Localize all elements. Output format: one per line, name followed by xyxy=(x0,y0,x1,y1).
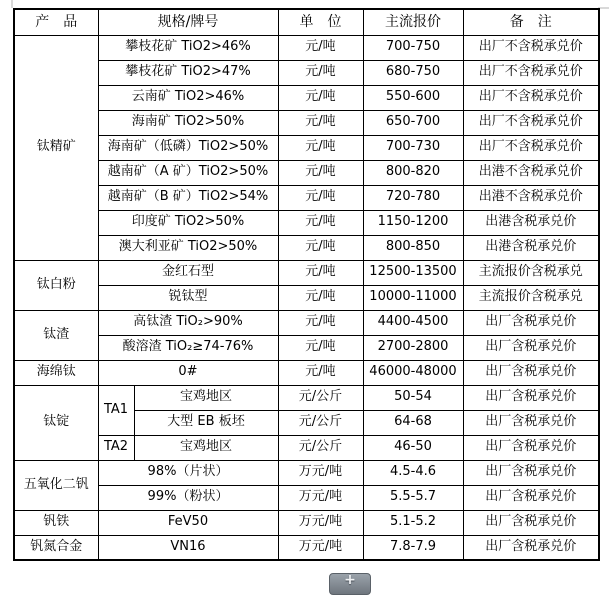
table-row xyxy=(14,460,599,485)
table-row xyxy=(14,235,599,260)
plus-icon: + xyxy=(344,572,356,588)
spec-cell: 攀枝花矿 TiO2>47% xyxy=(98,60,278,85)
unit-cell: 元/吨 xyxy=(278,60,363,85)
spec-cell: 大型 EB 板坯 xyxy=(134,410,278,435)
spec-cell: 越南矿（A 矿）TiO2>50% xyxy=(98,160,278,185)
unit-cell: 元/吨 xyxy=(278,185,363,210)
spec-cell: 云南矿 TiO2>46% xyxy=(98,85,278,110)
product-cell: 海绵钛 xyxy=(14,360,98,385)
unit-cell: 元/吨 xyxy=(278,85,363,110)
spec-cell: 酸溶渣 TiO₂≥74-76% xyxy=(98,335,278,360)
remark-cell: 出厂不含税承兑价 xyxy=(463,35,599,60)
spec-cell: 印度矿 TiO2>50% xyxy=(98,210,278,235)
unit-cell: 元/吨 xyxy=(278,360,363,385)
spec-cell: 越南矿（B 矿）TiO2>54% xyxy=(98,185,278,210)
remark-cell: 主流报价含税承兑 xyxy=(463,260,599,285)
price-cell: 5.1-5.2 xyxy=(363,510,463,535)
price-cell: 10000-11000 xyxy=(363,285,463,310)
unit-cell: 万元/吨 xyxy=(278,460,363,485)
unit-cell: 万元/吨 xyxy=(278,485,363,510)
expand-button[interactable] xyxy=(329,573,371,595)
product-cell: 钒铁 xyxy=(14,510,98,535)
remark-cell: 出港不含税承兑价 xyxy=(463,160,599,185)
grade-cell: TA2 xyxy=(98,435,134,460)
price-cell: 7.8-7.9 xyxy=(363,535,463,560)
unit-cell: 元/吨 xyxy=(278,160,363,185)
price-cell: 680-750 xyxy=(363,60,463,85)
price-table xyxy=(13,8,600,561)
price-cell: 46000-48000 xyxy=(363,360,463,385)
price-cell: 550-600 xyxy=(363,85,463,110)
unit-cell: 元/公斤 xyxy=(278,435,363,460)
table-row xyxy=(14,85,599,110)
price-cell: 700-750 xyxy=(363,35,463,60)
price-cell: 4400-4500 xyxy=(363,310,463,335)
product-cell: 钒氮合金 xyxy=(14,535,98,560)
table-row xyxy=(14,435,599,460)
remark-cell: 出港含税承兑价 xyxy=(463,210,599,235)
table-row xyxy=(14,335,599,360)
header-price: 主流报价 xyxy=(363,9,463,35)
product-cell: 钛锭 xyxy=(14,385,98,460)
price-cell: 650-700 xyxy=(363,110,463,135)
unit-cell: 元/吨 xyxy=(278,310,363,335)
unit-cell: 元/公斤 xyxy=(278,410,363,435)
price-cell: 800-820 xyxy=(363,160,463,185)
table-row xyxy=(14,485,599,510)
spec-cell: 攀枝花矿 TiO2>46% xyxy=(98,35,278,60)
price-cell: 2700-2800 xyxy=(363,335,463,360)
price-cell: 50-54 xyxy=(363,385,463,410)
unit-cell: 元/吨 xyxy=(278,235,363,260)
table-row xyxy=(14,160,599,185)
price-cell: 64-68 xyxy=(363,410,463,435)
spec-cell: 锐钛型 xyxy=(98,285,278,310)
product-cell: 五氧化二钒 xyxy=(14,460,98,510)
table-row xyxy=(14,185,599,210)
price-cell: 800-850 xyxy=(363,235,463,260)
product-cell: 钛精矿 xyxy=(14,35,98,260)
spec-cell: 99%（粉状） xyxy=(98,485,278,510)
price-cell: 12500-13500 xyxy=(363,260,463,285)
unit-cell: 元/吨 xyxy=(278,35,363,60)
page-edge-mark-left xyxy=(11,0,13,8)
price-cell: 700-730 xyxy=(363,135,463,160)
table-row xyxy=(14,35,599,60)
remark-cell: 出厂含税承兑价 xyxy=(463,335,599,360)
remark-cell: 出厂含税承兑价 xyxy=(463,510,599,535)
unit-cell: 万元/吨 xyxy=(278,510,363,535)
table-row xyxy=(14,510,599,535)
remark-cell: 出厂含税承兑价 xyxy=(463,485,599,510)
table-row xyxy=(14,60,599,85)
unit-cell: 元/吨 xyxy=(278,285,363,310)
table-row xyxy=(14,310,599,335)
unit-cell: 元/吨 xyxy=(278,210,363,235)
remark-cell: 主流报价含税承兑 xyxy=(463,285,599,310)
product-cell: 钛白粉 xyxy=(14,260,98,310)
table-row xyxy=(14,360,599,385)
remark-cell: 出厂含税承兑价 xyxy=(463,310,599,335)
unit-cell: 元/吨 xyxy=(278,260,363,285)
header-remark: 备 注 xyxy=(463,9,599,35)
remark-cell: 出厂含税承兑价 xyxy=(463,360,599,385)
remark-cell: 出厂含税承兑价 xyxy=(463,535,599,560)
spec-cell: 高钛渣 TiO₂>90% xyxy=(98,310,278,335)
remark-cell: 出厂含税承兑价 xyxy=(463,435,599,460)
table-row xyxy=(14,535,599,560)
table-header-row xyxy=(14,9,599,35)
price-cell: 4.5-4.6 xyxy=(363,460,463,485)
remark-cell: 出港不含税承兑价 xyxy=(463,185,599,210)
spec-cell: 金红石型 xyxy=(98,260,278,285)
spec-cell: 海南矿（低磷）TiO2>50% xyxy=(98,135,278,160)
spec-cell: 澳大利亚矿 TiO2>50% xyxy=(98,235,278,260)
table-row xyxy=(14,210,599,235)
table-row xyxy=(14,110,599,135)
header-unit: 单 位 xyxy=(278,9,363,35)
spec-cell: 98%（片状） xyxy=(98,460,278,485)
spec-cell: 宝鸡地区 xyxy=(134,435,278,460)
spec-cell: 0# xyxy=(98,360,278,385)
unit-cell: 元/吨 xyxy=(278,335,363,360)
spec-cell: FeV50 xyxy=(98,510,278,535)
spec-cell: 海南矿 TiO2>50% xyxy=(98,110,278,135)
remark-cell: 出厂含税承兑价 xyxy=(463,460,599,485)
remark-cell: 出厂含税承兑价 xyxy=(463,385,599,410)
remark-cell: 出厂含税承兑价 xyxy=(463,410,599,435)
table-row xyxy=(14,285,599,310)
remark-cell: 出厂不含税承兑价 xyxy=(463,135,599,160)
spec-cell: 宝鸡地区 xyxy=(134,385,278,410)
header-spec: 规格/牌号 xyxy=(98,9,278,35)
unit-cell: 元/吨 xyxy=(278,135,363,160)
grade-cell: TA1 xyxy=(98,385,134,435)
unit-cell: 元/公斤 xyxy=(278,385,363,410)
unit-cell: 元/吨 xyxy=(278,110,363,135)
remark-cell: 出厂不含税承兑价 xyxy=(463,60,599,85)
product-cell: 钛渣 xyxy=(14,310,98,360)
price-cell: 1150-1200 xyxy=(363,210,463,235)
price-cell: 5.5-5.7 xyxy=(363,485,463,510)
table-row xyxy=(14,135,599,160)
table-row xyxy=(14,260,599,285)
spec-cell: VN16 xyxy=(98,535,278,560)
remark-cell: 出港含税承兑价 xyxy=(463,235,599,260)
header-product: 产 品 xyxy=(14,9,98,35)
remark-cell: 出厂不含税承兑价 xyxy=(463,110,599,135)
table-row xyxy=(14,385,599,410)
unit-cell: 万元/吨 xyxy=(278,535,363,560)
price-cell: 720-780 xyxy=(363,185,463,210)
price-cell: 46-50 xyxy=(363,435,463,460)
remark-cell: 出厂不含税承兑价 xyxy=(463,85,599,110)
